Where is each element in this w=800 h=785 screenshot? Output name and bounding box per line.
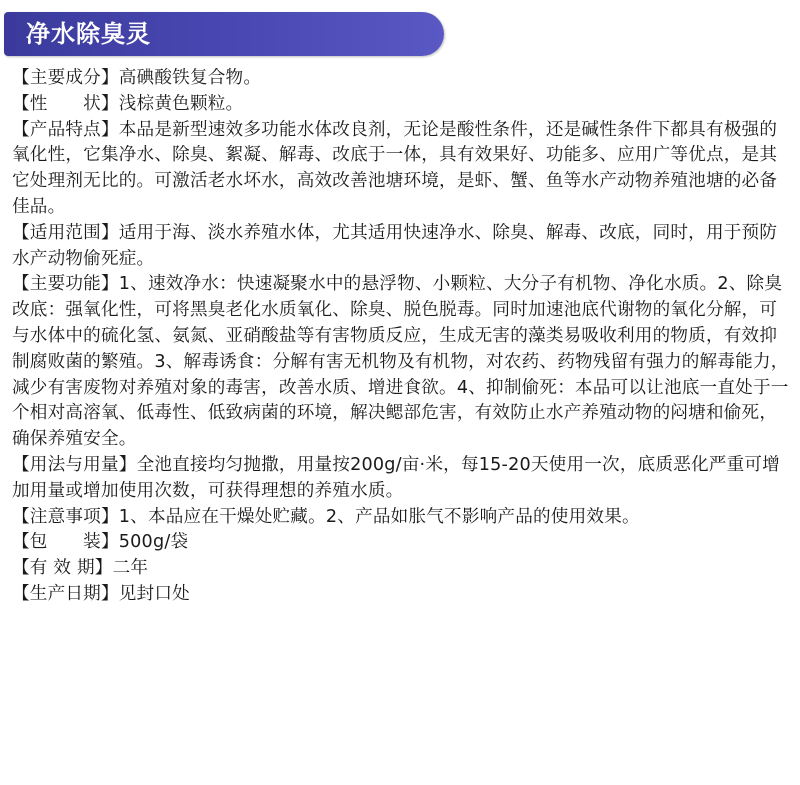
- section-label: 【有 效 期】: [12, 558, 113, 579]
- section-text: 500g/袋: [118, 532, 189, 553]
- product-description: [12, 66, 794, 608]
- section-packaging: [12, 530, 794, 556]
- section-text: 本品是新型速效多功能水体改良剂，无论是酸性条件，还是碱性条件下都具有极强的氧化性，它集净水、除臭、絮凝、解毒、改底于一体，具有效果好、功能多、应用广等优点，是其它处理剂无比的。可激活老水坏水，高效改善池塘环境，是虾、蟹、鱼等水产动物养殖池塘的必备佳品。: [12, 119, 778, 217]
- section-ingredients: [12, 66, 794, 92]
- section-text: 二年: [112, 558, 149, 579]
- section-text: 适用于海、淡水养殖水体，尤其适用快速净水、除臭、解毒、改底，同时，用于预防水产动物偷死症。: [12, 222, 778, 269]
- section-appearance: [12, 92, 794, 118]
- section-text: 浅棕黄色颗粒。: [118, 93, 244, 114]
- page-title: 净水除臭灵: [26, 20, 151, 48]
- section-notes: [12, 505, 794, 531]
- section-scope: [12, 221, 794, 273]
- section-label: 【注意事项】: [12, 506, 119, 527]
- section-label: 【生产日期】: [12, 583, 119, 604]
- section-shelf-life: [12, 556, 794, 582]
- section-text: 见封口处: [118, 583, 190, 604]
- section-text: 高碘酸铁复合物。: [118, 68, 262, 88]
- section-label: 【主要成分】: [12, 68, 119, 88]
- section-text: 1、本品应在干燥处贮藏。2、产品如胀气不影响产品的使用效果。: [118, 506, 640, 527]
- section-label: 【适用范围】: [12, 222, 119, 243]
- section-production-date: [12, 582, 794, 608]
- section-label: 【包 装】: [12, 532, 119, 553]
- section-label: 【性 状】: [12, 93, 119, 114]
- section-label: 【产品特点】: [12, 119, 119, 140]
- section-label: 【用法与用量】: [12, 454, 137, 475]
- section-label: 【主要功能】: [12, 274, 119, 295]
- section-usage: [12, 453, 794, 505]
- section-text: 全池直接均匀抛撒，用量按200g/亩·米，每15-20天使用一次，底质恶化严重可增加用量或增加使用次数，可获得理想的养殖水质。: [12, 454, 780, 501]
- section-functions: [12, 272, 794, 453]
- section-features: [12, 118, 794, 221]
- section-text: 1、速效净水：快速凝聚水中的悬浮物、小颗粒、大分子有机物、净化水质。2、除臭改底：强氧化性，可将黑臭老化水质氧化、除臭、脱色脱毒。同时加速池底代谢物的氧化分解，可与水体中的硫化氢、氨氮、亚硝酸盐等有害物质反应，生成无害的藻类易吸收利用的物质，有效抑制腐败菌的繁殖。3、解毒诱食：分解有害无机物及有机物，对农药、药物残留有强力的解毒能力，减少有害废物对养殖对象的毒害，改善水质、增进食欲。4、抑制偷死：本品可以让池底一直处于一个相对高溶氧、低毒性、低致病菌的环境，解决鳃部危害，有效防止水产养殖动物的闷塘和偷死，确保养殖安全。: [12, 274, 789, 450]
- title-banner: [4, 12, 444, 56]
